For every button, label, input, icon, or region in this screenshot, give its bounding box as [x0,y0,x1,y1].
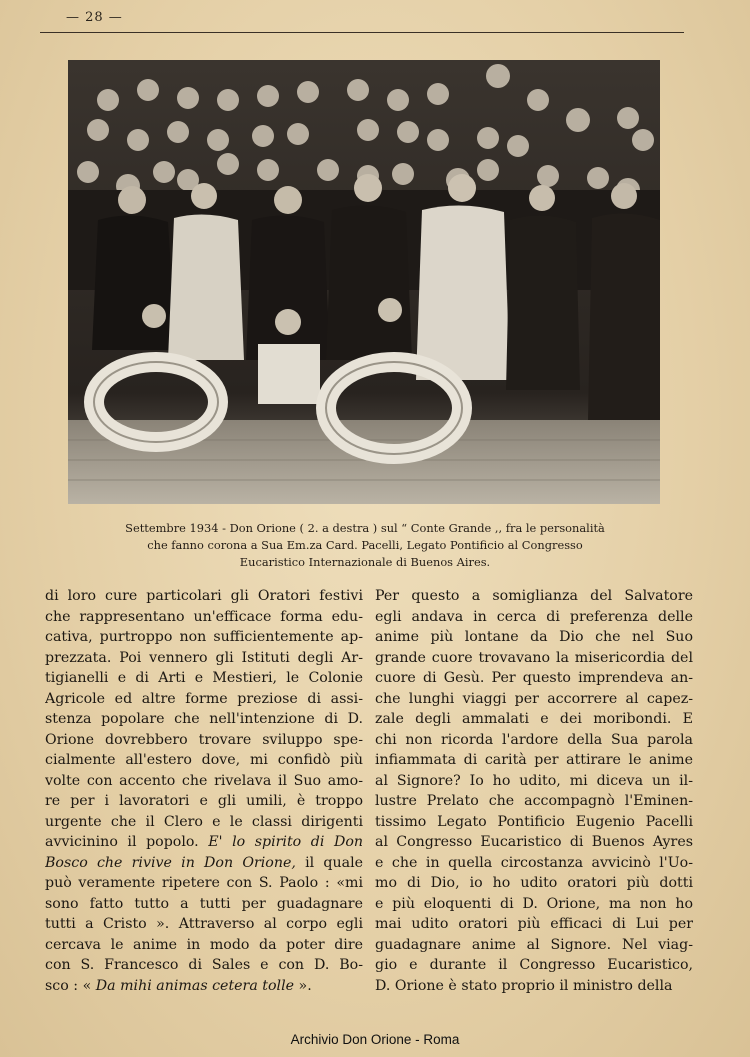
text-line: gio e durante il Congresso Eucaristico, [375,957,693,973]
text-line: Orione dovrebbero trovare sviluppo spe- [45,731,363,748]
group-photo-icon [68,60,660,504]
text-fragment: il quale [295,854,363,871]
text-line: stenza popolare che nell'intenzione di D. [45,711,363,727]
latin-motto: Da mihi animas cetera tolle [91,977,299,994]
text-line: e più eloquenti di D. Orione, ma non ho [375,895,693,912]
text-line: cuore di Gesù. Per questo imprendeva an- [375,670,693,686]
text-line: e che in quella circostanza avvicinò l'Uo- [375,854,693,871]
text-line: zale degli ammalati e dei moribondi. E [375,711,693,727]
text-line: cativa, purtroppo non sufficientemente ap- [45,629,363,645]
archive-footer: Archivio Don Orione - Roma [290,1032,460,1047]
text-line: con S. Francesco di Sales e con D. Bo- [45,957,363,973]
text-line: al Signore? Io ho udito, mi diceva un il- [375,772,693,789]
text-line: cercava le anime in modo da poter dire [45,936,363,953]
text-line: tigianelli e di Arti e Mestieri, le Colonie [45,670,363,686]
text-line: infiammata di carità per attirare le anime [375,752,693,768]
right-text-column [375,586,693,996]
left-text-column [45,586,363,996]
text-line: sono fatto tutto a tutti per guadagnare [45,895,363,912]
photo-caption [70,520,660,571]
text-line: volte con accento che rivelava il Suo amo- [45,772,363,789]
caption-line: che fanno corona a Sua Em.za Card. Pacelli, Legato Pontificio al Congresso [147,538,583,552]
text-line: lustre Prelato che accompagnò l'Eminen- [375,793,693,809]
text-line-mixed [45,853,363,874]
text-line-mixed [45,832,363,853]
text-line: re per i lavoratori e gli umili, è troppo [45,793,363,809]
text-line: Agricole ed altre forme preziose di assi- [45,690,363,707]
text-line: tissimo Legato Pontificio Eugenio Pacelli [375,813,693,830]
group-photo [68,60,660,504]
text-line: chi non ricorda l'ardore della Sua parola [375,731,693,748]
text-line: mai udito oratori più efficaci di Lui per [375,916,693,932]
italic-quote: E' lo spirito di Don [208,834,363,850]
text-line: Per questo a somiglianza del Salvatore [375,588,693,604]
text-line: mo di Dio, io ho udito oratori più dotti [375,875,693,891]
text-fragment: sco : « [45,977,92,994]
text-line: cialmente all'estero dove, mi confidò più [45,752,363,768]
text-line: guadagnare anime al Signore. Nel viag- [375,936,693,953]
text-line-mixed [45,976,363,997]
text-line: urgente che il Clero e le classi dirigenti [45,813,363,830]
text-fragment: avvicinino il popolo. [45,834,199,850]
text-line: di loro cure particolari gli Oratori festivi [45,588,363,604]
text-line: che lunghi viaggi per accorrere al capez- [375,690,693,707]
italic-quote: Bosco che rivive in Don Orione, [45,854,296,871]
page-number: — 28 — [66,10,123,25]
text-line: egli andava in cerca di preferenza delle [375,608,693,625]
text-fragment: ». [298,977,312,994]
text-line: D. Orione è stato proprio il ministro della [375,977,673,994]
text-line: che rappresentano un'efficace forma edu- [45,608,363,625]
text-line: grande cuore trovavano la misericordia del [375,649,693,666]
text-line: prezzata. Poi vennero gli Istituti degli Ar- [45,649,363,666]
caption-line: Eucaristico Internazionale di Buenos Aires. [239,555,491,569]
text-line: può veramente ripetere con S. Paolo : «mi [45,875,363,891]
header-rule [40,32,684,33]
text-line: anime più lontane da Dio che nel Suo [375,629,693,645]
text-line: al Congresso Eucaristico di Buenos Ayres [375,834,693,850]
caption-line: Settembre 1934 - Don Orione ( 2. a destra ) sul “ Conte Grande ,, fra le personalità [125,521,605,535]
text-line: tutti a Cristo ». Attraverso al corpo egli [45,916,363,932]
